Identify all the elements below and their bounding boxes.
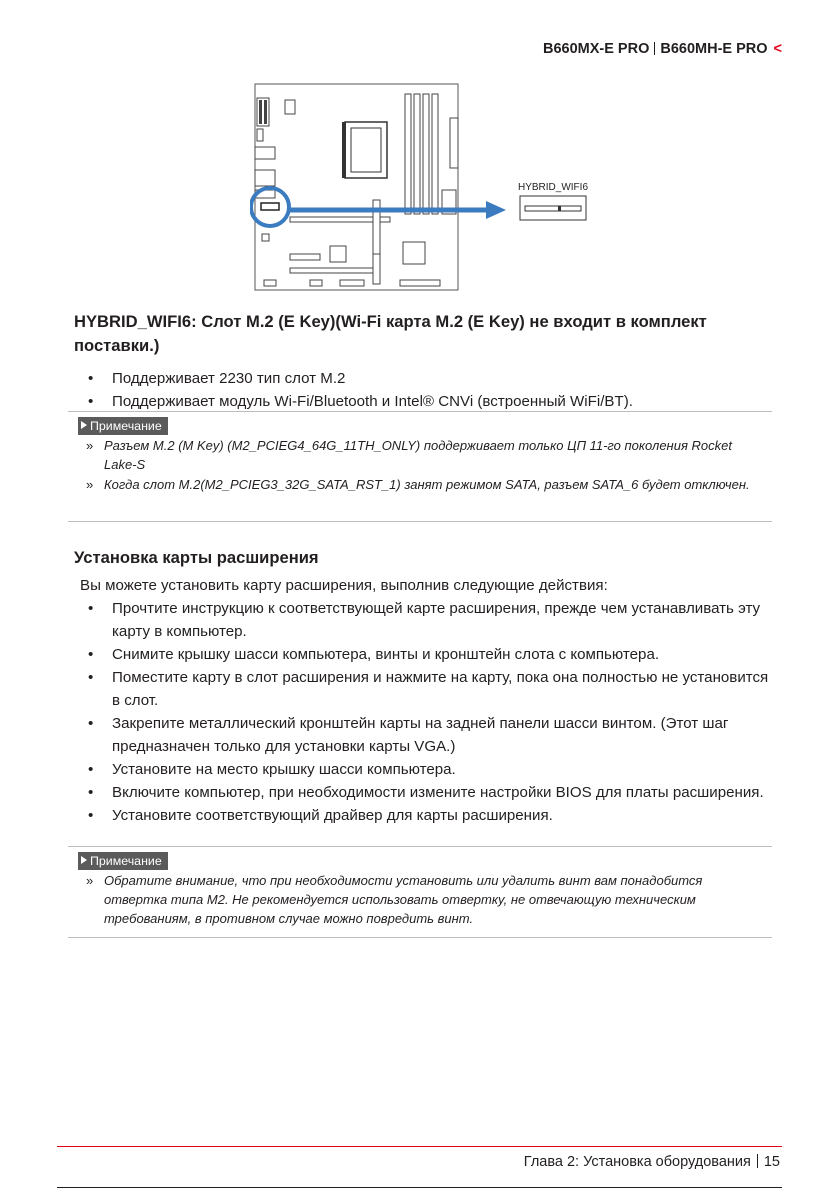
- atx-power-connector: [450, 118, 458, 168]
- model-name-a: B660MX-E PRO: [542, 41, 650, 57]
- chipset: [403, 242, 425, 264]
- bottom-rule: [57, 1187, 782, 1188]
- steps-list: [74, 597, 774, 827]
- section-title-line2: поставки.): [74, 336, 160, 355]
- footer-divider: [57, 1146, 782, 1147]
- section-expansion-card: [74, 548, 774, 827]
- m2-slot: [373, 254, 380, 284]
- note-list: [86, 871, 766, 929]
- io-block: [255, 170, 275, 186]
- list-item: • Поддерживает модуль Wi-Fi/Bluetooth и Intel® CNVi (встроенный WiFi/BT).: [74, 390, 774, 413]
- section-intro: Вы можете установить карту расширения, выполнив следующие действия:: [80, 577, 608, 594]
- feature-list: [74, 367, 774, 413]
- io-block: [255, 147, 275, 159]
- section-title: [74, 310, 774, 358]
- model-name-b: B660MH-E PRO: [660, 41, 768, 57]
- dimm-slot: [414, 94, 420, 214]
- dimm-slot: [423, 94, 429, 214]
- page-number: 15: [763, 1154, 780, 1170]
- chevron-left-icon: <: [773, 41, 782, 57]
- note-list: [86, 436, 766, 495]
- note-item: » Обратите внимание, что при необходимости установить или удалить винт вам понадобится отвертка типа M2. Не рекомендуется использовать отвертку, не отвечающую техническим требованиям, в противном случае можно повредить винт.: [86, 871, 766, 928]
- dimm-slot: [432, 94, 438, 214]
- section-title-line1: HYBRID_WIFI6: Слот M.2 (E Key)(Wi-Fi карта M.2 (E Key) не входит в комплект: [74, 312, 707, 331]
- dimm-slot: [405, 94, 411, 214]
- note-item: » Когда слот M.2(M2_PCIEG3_32G_SATA_RST_1) занят режимом SATA, разъем SATA_6 будет отключен.: [86, 475, 766, 494]
- note-box: [68, 846, 772, 938]
- chapter-title: Глава 2: Установка оборудования: [523, 1154, 751, 1170]
- hybrid-wifi6-label: HYBRID_WIFI6: [518, 182, 589, 193]
- note-item: » Разъем M.2 (M Key) (M2_PCIEG4_64G_11TH_ONLY) поддерживает только ЦП 11-го поколения Rocket Lake-S: [86, 436, 766, 474]
- section-title: Установка карты расширения: [74, 548, 319, 567]
- io-block: [262, 234, 269, 241]
- list-item: • Прочтите инструкцию к соответствующей карте расширения, прежде чем устанавливать эту карту в компьютер.: [74, 597, 774, 643]
- m2-e-key-slot: [261, 203, 279, 210]
- list-item: • Закрепите металлический кронштейн карты на задней панели шасси винтом. (Этот шаг предназначен только для установки карты VGA.): [74, 712, 774, 758]
- list-item: • Поддерживает 2230 тип слот M.2: [74, 367, 774, 390]
- io-block: [285, 100, 295, 114]
- pcie-slot: [290, 268, 380, 273]
- list-item: • Снимите крышку шасси компьютера, винты и кронштейн слота с компьютера.: [74, 643, 774, 666]
- io-block: [290, 254, 320, 260]
- list-item: • Установите соответствующий драйвер для карты расширения.: [74, 804, 774, 827]
- note-tag: Примечание: [78, 417, 168, 435]
- header-separator: [654, 42, 655, 55]
- io-block: [257, 129, 263, 141]
- page-header: [543, 41, 782, 57]
- arrow-head-icon: [486, 201, 506, 219]
- list-item: • Включите компьютер, при необходимости измените настройки BIOS для платы расширения.: [74, 781, 774, 804]
- io-block: [330, 246, 346, 262]
- list-item: • Установите на место крышку шасси компьютера.: [74, 758, 774, 781]
- footer-separator: [757, 1154, 758, 1168]
- section-hybrid-wifi6: [74, 310, 774, 413]
- list-item: • Поместите карту в слот расширения и нажмите на карту, пока она полностью не установится в слот.: [74, 666, 774, 712]
- motherboard-diagram: [250, 82, 590, 294]
- page-footer: [524, 1154, 780, 1170]
- note-box: [68, 411, 772, 522]
- note-tag: Примечание: [78, 852, 168, 870]
- io-block: [257, 98, 269, 126]
